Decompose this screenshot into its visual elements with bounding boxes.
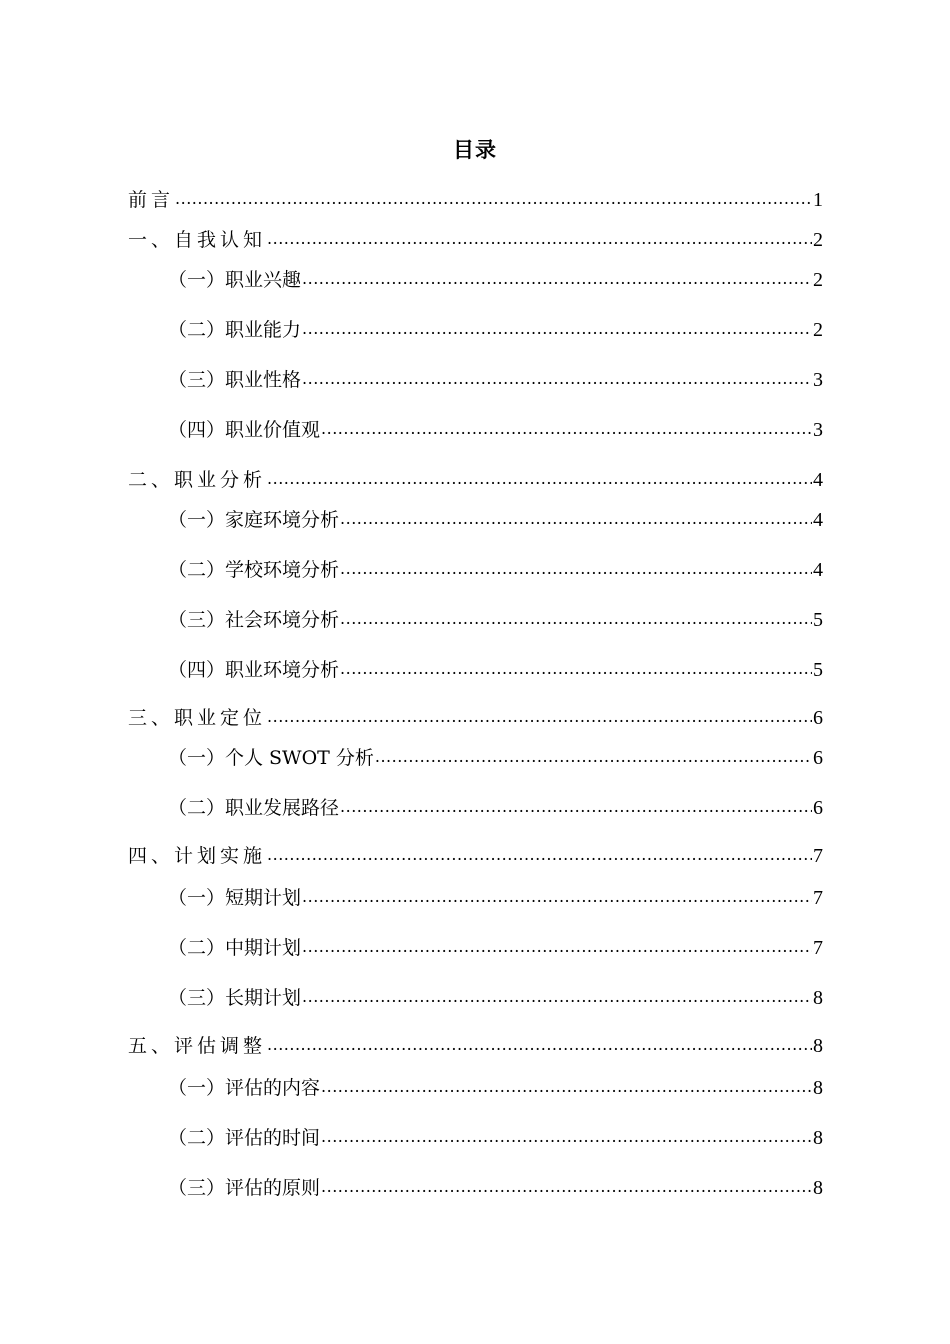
toc-entry[interactable] bbox=[168, 556, 823, 584]
toc-dot-leader bbox=[302, 318, 812, 340]
toc-dot-leader bbox=[267, 844, 812, 866]
toc-entry[interactable] bbox=[168, 744, 823, 772]
toc-entry-title: 二、职业分析 bbox=[128, 469, 267, 491]
toc-dot-leader bbox=[175, 188, 812, 210]
toc-entry-page-number: 8 bbox=[813, 1035, 823, 1057]
toc-entry-title: （一）职业兴趣 bbox=[168, 269, 302, 291]
toc-dot-leader bbox=[321, 1076, 812, 1098]
toc-dot-leader bbox=[302, 268, 812, 290]
toc-entry[interactable] bbox=[168, 934, 823, 962]
toc-entry[interactable] bbox=[168, 416, 823, 444]
toc-entry-page-number: 8 bbox=[813, 1077, 823, 1099]
toc-dot-leader bbox=[302, 936, 812, 958]
toc-entry-page-number: 8 bbox=[813, 1127, 823, 1149]
toc-entry-title: （二）职业能力 bbox=[168, 319, 302, 341]
toc-entry-title: （四）职业环境分析 bbox=[168, 659, 340, 681]
toc-entry-title: （二）中期计划 bbox=[168, 937, 302, 959]
toc-entry-page-number: 6 bbox=[813, 707, 823, 729]
toc-entry-title: 五、评估调整 bbox=[128, 1035, 267, 1057]
toc-entry-title: （三）社会环境分析 bbox=[168, 609, 340, 631]
toc-entry-page-number: 7 bbox=[813, 887, 823, 909]
toc-dot-leader bbox=[321, 1126, 812, 1148]
toc-entry[interactable] bbox=[168, 1174, 823, 1202]
toc-entry-title: 四、计划实施 bbox=[128, 845, 267, 867]
toc-dot-leader bbox=[340, 658, 812, 680]
toc-entry-title: （一）短期计划 bbox=[168, 887, 302, 909]
toc-dot-leader bbox=[321, 1176, 812, 1198]
toc-entry[interactable] bbox=[168, 316, 823, 344]
toc-entry-page-number: 6 bbox=[813, 747, 823, 769]
toc-dot-leader bbox=[340, 558, 812, 580]
toc-entry-title: （一）评估的内容 bbox=[168, 1077, 321, 1099]
toc-dot-leader bbox=[267, 468, 812, 490]
toc-entry[interactable] bbox=[128, 186, 823, 214]
toc-entry-title: 一、自我认知 bbox=[128, 229, 267, 251]
toc-entry[interactable] bbox=[168, 884, 823, 912]
toc-entry[interactable] bbox=[168, 656, 823, 684]
toc-entry-page-number: 4 bbox=[813, 469, 823, 491]
toc-entry-title: （三）长期计划 bbox=[168, 987, 302, 1009]
toc-dot-leader bbox=[302, 368, 812, 390]
toc-dot-leader bbox=[267, 706, 812, 728]
toc-entry-page-number: 2 bbox=[813, 229, 823, 251]
toc-entry-title: 前言 bbox=[128, 189, 175, 211]
toc-entry-page-number: 3 bbox=[813, 369, 823, 391]
toc-entry-title: （三）职业性格 bbox=[168, 369, 302, 391]
toc-entry-title: （二）评估的时间 bbox=[168, 1127, 321, 1149]
toc-entry[interactable] bbox=[168, 366, 823, 394]
toc-entry[interactable] bbox=[168, 984, 823, 1012]
toc-entry-page-number: 2 bbox=[813, 269, 823, 291]
toc-entry-page-number: 3 bbox=[813, 419, 823, 441]
toc-entry-page-number: 4 bbox=[813, 509, 823, 531]
toc-entry-page-number: 1 bbox=[813, 189, 823, 211]
toc-dot-leader bbox=[321, 418, 812, 440]
toc-entry-title: （一）个人 SWOT 分析 bbox=[168, 747, 374, 769]
toc-entry-title: （二）职业发展路径 bbox=[168, 797, 340, 819]
toc-entry-page-number: 7 bbox=[813, 845, 823, 867]
toc-entry-page-number: 4 bbox=[813, 559, 823, 581]
toc-entry[interactable] bbox=[168, 266, 823, 294]
toc-dot-leader bbox=[340, 608, 812, 630]
toc-entry-page-number: 5 bbox=[813, 659, 823, 681]
toc-entry[interactable] bbox=[128, 1032, 823, 1060]
page-title: 目录 bbox=[453, 137, 497, 162]
toc-entry-title: （三）评估的原则 bbox=[168, 1177, 321, 1199]
toc-dot-leader bbox=[340, 796, 812, 818]
toc-dot-leader bbox=[267, 228, 812, 250]
toc-entry-page-number: 8 bbox=[813, 987, 823, 1009]
toc-entry-title: （二）学校环境分析 bbox=[168, 559, 340, 581]
toc-entry-title: 三、职业定位 bbox=[128, 707, 267, 729]
toc-dot-leader bbox=[302, 886, 812, 908]
toc-entry-page-number: 6 bbox=[813, 797, 823, 819]
toc-dot-leader bbox=[375, 746, 812, 768]
toc-entry-title: （一）家庭环境分析 bbox=[168, 509, 340, 531]
toc-entry[interactable] bbox=[168, 1074, 823, 1102]
toc-entry[interactable] bbox=[128, 226, 823, 254]
toc-entry-page-number: 7 bbox=[813, 937, 823, 959]
toc-entry[interactable] bbox=[128, 704, 823, 732]
toc-entry-page-number: 5 bbox=[813, 609, 823, 631]
toc-entry-title: （四）职业价值观 bbox=[168, 419, 321, 441]
toc-entry-page-number: 2 bbox=[813, 319, 823, 341]
toc-dot-leader bbox=[302, 986, 812, 1008]
toc-entry[interactable] bbox=[168, 506, 823, 534]
toc-dot-leader bbox=[267, 1034, 812, 1056]
toc-entry[interactable] bbox=[168, 1124, 823, 1152]
toc-entry[interactable] bbox=[128, 842, 823, 870]
toc-dot-leader bbox=[340, 508, 812, 530]
toc-entry[interactable] bbox=[128, 466, 823, 494]
toc-entry-page-number: 8 bbox=[813, 1177, 823, 1199]
toc-entry[interactable] bbox=[168, 606, 823, 634]
toc-entry[interactable] bbox=[168, 794, 823, 822]
